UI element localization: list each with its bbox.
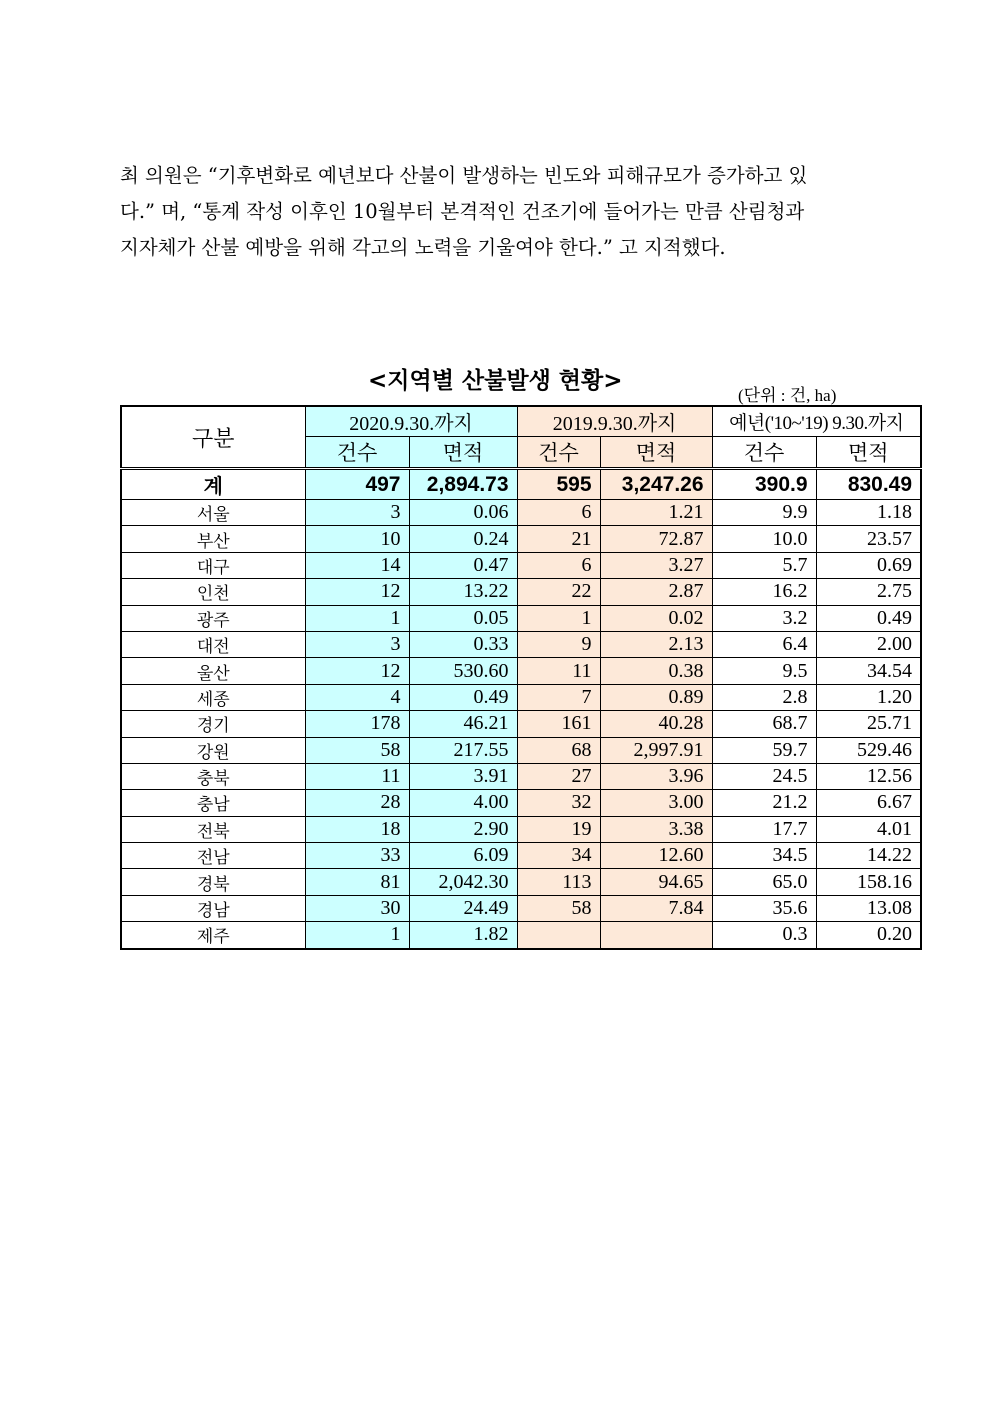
table-row (121, 711, 921, 737)
cell: 34 (517, 843, 600, 869)
cell: 7 (517, 684, 600, 710)
table-row (121, 895, 921, 921)
cell: 3,247.26 (600, 469, 712, 500)
cell: 18 (305, 816, 409, 842)
cell: 4 (305, 684, 409, 710)
cell: 595 (517, 469, 600, 500)
cell: 24.5 (712, 763, 816, 789)
corner-header: 구분 (121, 406, 305, 469)
cell: 14 (305, 552, 409, 578)
cell: 3.38 (600, 816, 712, 842)
row-label: 계 (121, 469, 305, 500)
paragraph-line-3: 지자체가 산불 예방을 위해 각고의 노력을 기울여야 한다.” 고 지적했다. (120, 236, 726, 259)
table-row (121, 658, 921, 684)
cell: 0.20 (816, 922, 921, 949)
cell: 0.38 (600, 658, 712, 684)
cell: 12.60 (600, 843, 712, 869)
cell: 25.71 (816, 711, 921, 737)
cell: 1.21 (600, 500, 712, 526)
cell: 17.7 (712, 816, 816, 842)
table-row (121, 500, 921, 526)
cell: 0.3 (712, 922, 816, 949)
article-paragraph (120, 158, 885, 266)
cell: 2.87 (600, 579, 712, 605)
period-header-2019: 2019.9.30.까지 (517, 406, 712, 437)
cell: 3.27 (600, 552, 712, 578)
table-row (121, 579, 921, 605)
cell: 1.82 (409, 922, 517, 949)
cell: 35.6 (712, 895, 816, 921)
cell: 34.54 (816, 658, 921, 684)
cell: 3.00 (600, 790, 712, 816)
cell: 3 (305, 500, 409, 526)
cell: 6.09 (409, 843, 517, 869)
cell: 0.06 (409, 500, 517, 526)
cell: 68 (517, 737, 600, 763)
row-label: 경북 (121, 869, 305, 895)
cell: 46.21 (409, 711, 517, 737)
row-label: 전남 (121, 843, 305, 869)
paragraph-line-1: 최 의원은 “기후변화로 예년보다 산불이 발생하는 빈도와 피해규모가 증가하고 있 (120, 164, 808, 187)
cell (517, 922, 600, 949)
cell: 6.4 (712, 631, 816, 657)
sub-header-area: 면적 (600, 437, 712, 469)
cell: 21 (517, 526, 600, 552)
cell: 1.20 (816, 684, 921, 710)
total-row (121, 469, 921, 500)
period-header-average: 예년('10~'19) 9.30.까지 (712, 406, 921, 437)
cell: 5.7 (712, 552, 816, 578)
cell: 497 (305, 469, 409, 500)
cell: 2.8 (712, 684, 816, 710)
table-row (121, 790, 921, 816)
cell: 2.13 (600, 631, 712, 657)
cell: 6 (517, 500, 600, 526)
cell: 10 (305, 526, 409, 552)
cell: 529.46 (816, 737, 921, 763)
cell: 113 (517, 869, 600, 895)
cell: 1.18 (816, 500, 921, 526)
cell (600, 922, 712, 949)
sub-header-count: 건수 (712, 437, 816, 469)
row-label: 부산 (121, 526, 305, 552)
cell: 16.2 (712, 579, 816, 605)
cell: 0.49 (409, 684, 517, 710)
cell: 3.2 (712, 605, 816, 631)
cell: 3.96 (600, 763, 712, 789)
cell: 2.90 (409, 816, 517, 842)
cell: 11 (305, 763, 409, 789)
cell: 22 (517, 579, 600, 605)
table-row (121, 843, 921, 869)
cell: 1 (517, 605, 600, 631)
cell: 2,042.30 (409, 869, 517, 895)
table-title: <지역별 산불발생 현황> (368, 368, 623, 394)
cell: 9.9 (712, 500, 816, 526)
row-label: 대구 (121, 552, 305, 578)
row-label: 세종 (121, 684, 305, 710)
cell: 32 (517, 790, 600, 816)
row-label: 울산 (121, 658, 305, 684)
cell: 0.47 (409, 552, 517, 578)
cell: 14.22 (816, 843, 921, 869)
row-label: 광주 (121, 605, 305, 631)
cell: 2.00 (816, 631, 921, 657)
sub-header-count: 건수 (305, 437, 409, 469)
cell: 21.2 (712, 790, 816, 816)
cell: 830.49 (816, 469, 921, 500)
cell: 13.22 (409, 579, 517, 605)
cell: 158.16 (816, 869, 921, 895)
table-row (121, 684, 921, 710)
table-row (121, 737, 921, 763)
paragraph-line-2: 다.” 며, “통계 작성 이후인 10월부터 본격적인 건조기에 들어가는 만큼 산림청과 (120, 200, 805, 223)
cell: 3.91 (409, 763, 517, 789)
row-label: 대전 (121, 631, 305, 657)
cell: 217.55 (409, 737, 517, 763)
cell: 0.33 (409, 631, 517, 657)
sub-header-count: 건수 (517, 437, 600, 469)
cell: 390.9 (712, 469, 816, 500)
cell: 81 (305, 869, 409, 895)
cell: 530.60 (409, 658, 517, 684)
cell: 6.67 (816, 790, 921, 816)
cell: 0.24 (409, 526, 517, 552)
cell: 2.75 (816, 579, 921, 605)
cell: 4.01 (816, 816, 921, 842)
cell: 0.05 (409, 605, 517, 631)
table-row (121, 922, 921, 949)
cell: 9 (517, 631, 600, 657)
cell: 68.7 (712, 711, 816, 737)
cell: 13.08 (816, 895, 921, 921)
row-label: 충북 (121, 763, 305, 789)
cell: 2,997.91 (600, 737, 712, 763)
cell: 58 (305, 737, 409, 763)
period-header-2020: 2020.9.30.까지 (305, 406, 517, 437)
cell: 0.89 (600, 684, 712, 710)
cell: 9.5 (712, 658, 816, 684)
cell: 161 (517, 711, 600, 737)
cell: 58 (517, 895, 600, 921)
row-label: 충남 (121, 790, 305, 816)
row-label: 제주 (121, 922, 305, 949)
cell: 11 (517, 658, 600, 684)
wildfire-region-table (120, 405, 922, 950)
cell: 12 (305, 579, 409, 605)
row-label: 경기 (121, 711, 305, 737)
table-row (121, 869, 921, 895)
cell: 59.7 (712, 737, 816, 763)
cell: 0.49 (816, 605, 921, 631)
row-label: 경남 (121, 895, 305, 921)
table-row (121, 526, 921, 552)
cell: 34.5 (712, 843, 816, 869)
row-label: 전북 (121, 816, 305, 842)
cell: 0.02 (600, 605, 712, 631)
table-row (121, 763, 921, 789)
cell: 1 (305, 605, 409, 631)
cell: 0.69 (816, 552, 921, 578)
table-row (121, 816, 921, 842)
unit-label: (단위 : 건, ha) (738, 386, 837, 405)
cell: 12.56 (816, 763, 921, 789)
cell: 6 (517, 552, 600, 578)
cell: 2,894.73 (409, 469, 517, 500)
sub-header-area: 면적 (409, 437, 517, 469)
cell: 30 (305, 895, 409, 921)
table-row (121, 631, 921, 657)
row-label: 강원 (121, 737, 305, 763)
cell: 1 (305, 922, 409, 949)
cell: 33 (305, 843, 409, 869)
cell: 3 (305, 631, 409, 657)
sub-header-area: 면적 (816, 437, 921, 469)
cell: 10.0 (712, 526, 816, 552)
cell: 27 (517, 763, 600, 789)
row-label: 인천 (121, 579, 305, 605)
cell: 19 (517, 816, 600, 842)
table-row (121, 552, 921, 578)
cell: 12 (305, 658, 409, 684)
cell: 72.87 (600, 526, 712, 552)
table-row (121, 605, 921, 631)
cell: 40.28 (600, 711, 712, 737)
cell: 178 (305, 711, 409, 737)
cell: 7.84 (600, 895, 712, 921)
cell: 24.49 (409, 895, 517, 921)
cell: 28 (305, 790, 409, 816)
cell: 4.00 (409, 790, 517, 816)
cell: 94.65 (600, 869, 712, 895)
cell: 65.0 (712, 869, 816, 895)
row-label: 서울 (121, 500, 305, 526)
cell: 23.57 (816, 526, 921, 552)
